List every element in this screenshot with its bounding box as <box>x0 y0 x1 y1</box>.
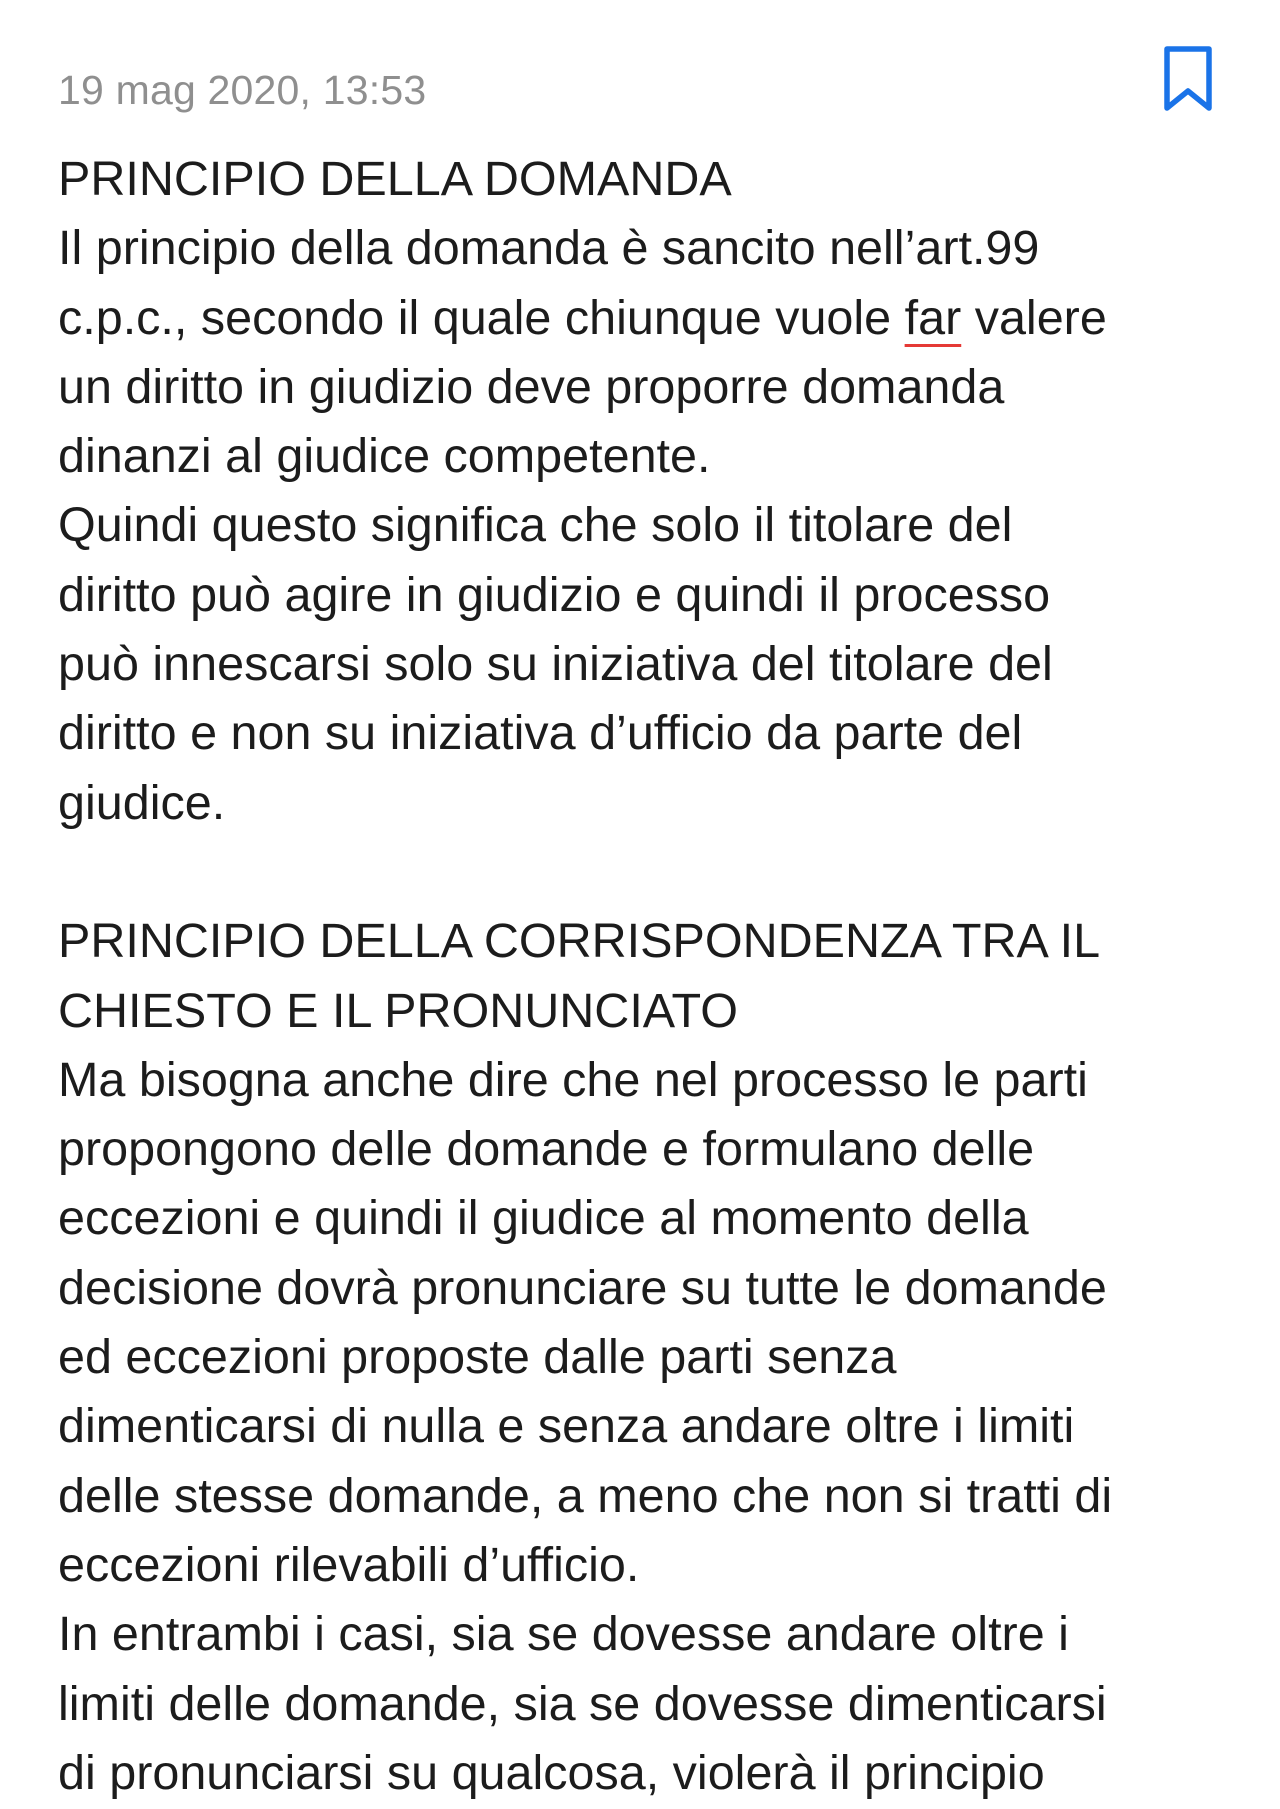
note-timestamp: 19 mag 2020, 13:53 <box>58 67 427 113</box>
text-line: giudice. <box>58 775 226 830</box>
text-line: può innescarsi solo su iniziativa del titolare del <box>58 637 1053 692</box>
text-line: propongono delle domande e formulano delle <box>58 1122 1035 1177</box>
text-segment: c.p.c., secondo il quale chiunque vuole <box>58 290 905 345</box>
text-line: diritto può agire in giudizio e quindi il processo <box>58 567 1051 622</box>
text-line: decisione dovrà pronunciare su tutte le domande <box>58 1260 1107 1315</box>
bookmark-button[interactable] <box>1158 44 1218 116</box>
note-header <box>0 0 1280 150</box>
text-line: Ma bisogna anche dire che nel processo le parti <box>58 1052 1088 1107</box>
note-body[interactable] <box>58 145 1258 1808</box>
text-line: dimenticarsi di nulla e senza andare oltre i limiti <box>58 1399 1075 1454</box>
text-line: Il principio della domanda è sancito nell’art.99 <box>58 221 1040 276</box>
text-line: di pronunciarsi su qualcosa, violerà il principio <box>58 1745 1045 1800</box>
text-line: diritto e non su iniziativa d’ufficio da parte del <box>58 706 1023 761</box>
text-line: dinanzi al giudice competente. <box>58 429 711 484</box>
blank-line <box>58 838 1258 907</box>
heading-corrispondenza: PRINCIPIO DELLA CORRISPONDENZA TRA IL <box>58 914 1101 969</box>
text-segment: valere <box>961 290 1107 345</box>
spellcheck-flagged-word[interactable]: far <box>904 290 962 345</box>
text-line: In entrambi i casi, sia se dovesse andare oltre i <box>58 1607 1069 1662</box>
heading-corrispondenza: CHIESTO E IL PRONUNCIATO <box>58 983 739 1038</box>
text-line: Quindi questo significa che solo il titolare del <box>58 498 1013 553</box>
text-line: eccezioni rilevabili d’ufficio. <box>58 1537 640 1592</box>
heading-principio-domanda: PRINCIPIO DELLA DOMANDA <box>58 152 732 206</box>
bookmark-icon <box>1158 44 1218 116</box>
text-line: un diritto in giudizio deve proporre domanda <box>58 359 1005 414</box>
text-line <box>58 284 1258 353</box>
text-line: ed eccezioni proposte dalle parti senza <box>58 1330 897 1385</box>
text-line: delle stesse domande, a meno che non si tratti di <box>58 1468 1113 1523</box>
text-line: limiti delle domande, sia se dovesse dimenticarsi <box>58 1676 1107 1731</box>
text-line: eccezioni e quindi il giudice al momento della <box>58 1191 1029 1246</box>
